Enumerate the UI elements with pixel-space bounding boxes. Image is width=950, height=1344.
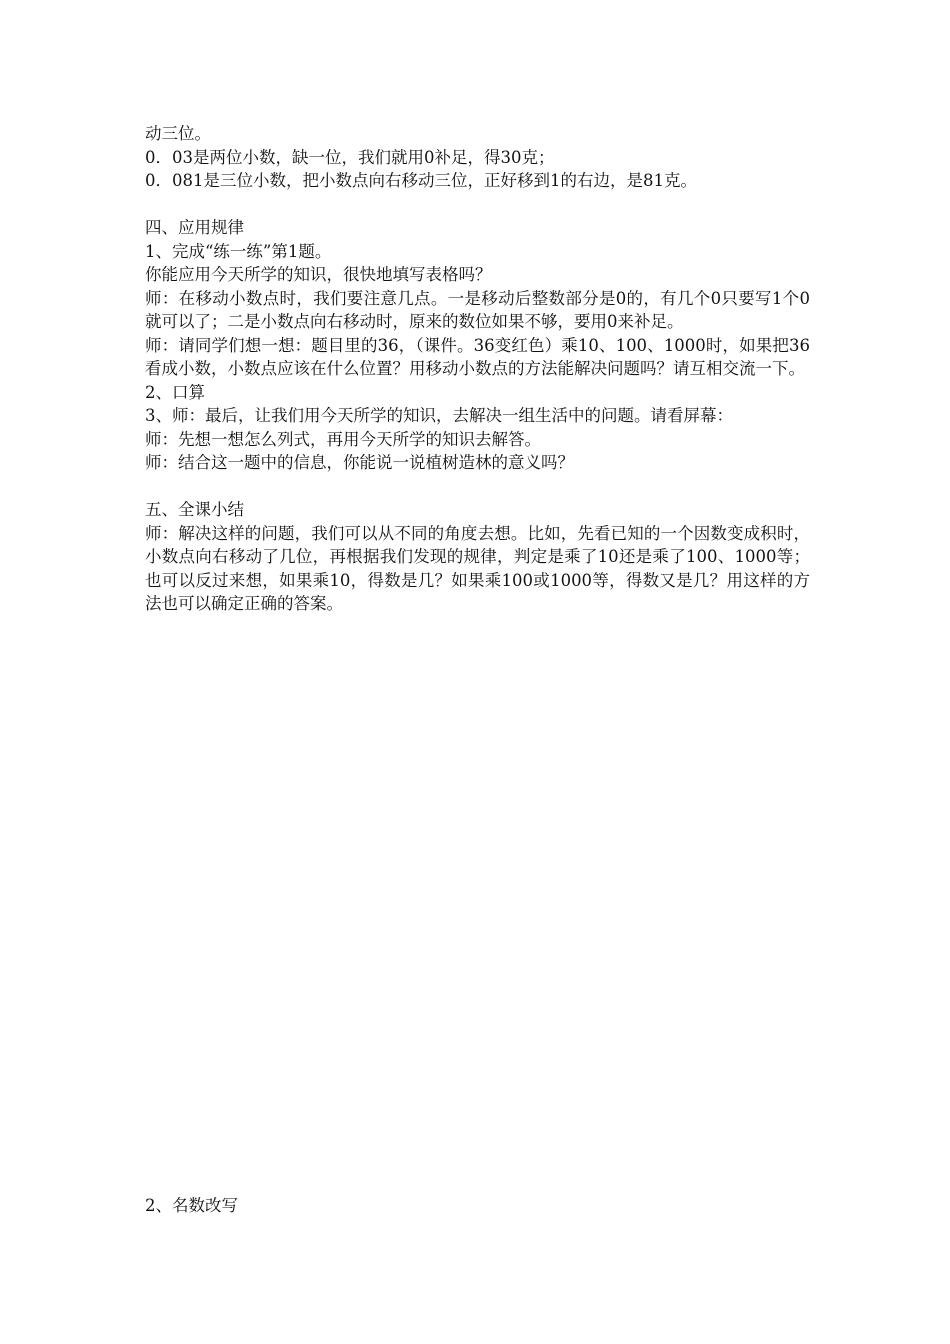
- section-heading: 五、全课小结: [145, 500, 244, 519]
- bottom-line: 2、名数改写: [145, 1196, 238, 1215]
- paragraph: 动三位。: [145, 124, 211, 143]
- paragraph: 3、师：最后，让我们用今天所学的知识，去解决一组生活中的问题。请看屏幕：: [145, 406, 733, 425]
- paragraph: 师：结合这一题中的信息，你能说一说植树造林的意义吗？: [145, 453, 574, 472]
- paragraph: 师：解决这样的问题，我们可以从不同的角度去想。比如，先看已知的一个因数变成积时，小数点向右移动了几位，再根据我们发现的规律，判定是乘了10还是乘了100、1000等；也可以反过来想，如果乘10，得数是几？如果乘100或1000等，得数又是几？用这样的方法也可以确定正确的答案。: [145, 523, 810, 613]
- blank-line: [145, 475, 810, 499]
- paragraph: 师：在移动小数点时，我们要注意几点。一是移动后整数部分是0的，有几个0只要写1个0就可以了；二是小数点向右移动时，原来的数位如果不够，要用0来补足。: [145, 288, 810, 331]
- document-body: [145, 122, 810, 616]
- paragraph: 2、口算: [145, 382, 205, 402]
- blank-line: [145, 193, 810, 217]
- section-heading: 四、应用规律: [145, 218, 244, 237]
- paragraph: 0．081是三位小数，把小数点向右移动三位，正好移到1的右边，是81克。: [145, 171, 697, 190]
- paragraph: 你能应用今天所学的知识，很快地填写表格吗？: [145, 265, 492, 284]
- paragraph: 师：先想一想怎么列式，再用今天所学的知识去解答。: [145, 429, 541, 449]
- paragraph: 师：请同学们想一想：题目里的36，（课件。36变红色）乘10、100、1000时，如果把36看成小数，小数点应该在什么位置？用移动小数点的方法能解决问题吗？请互相交流一下。: [145, 335, 810, 378]
- paragraph: 1、完成“练一练”第1题。: [145, 241, 332, 261]
- paragraph: 0．03是两位小数，缺一位，我们就用0补足，得30克；: [145, 147, 555, 167]
